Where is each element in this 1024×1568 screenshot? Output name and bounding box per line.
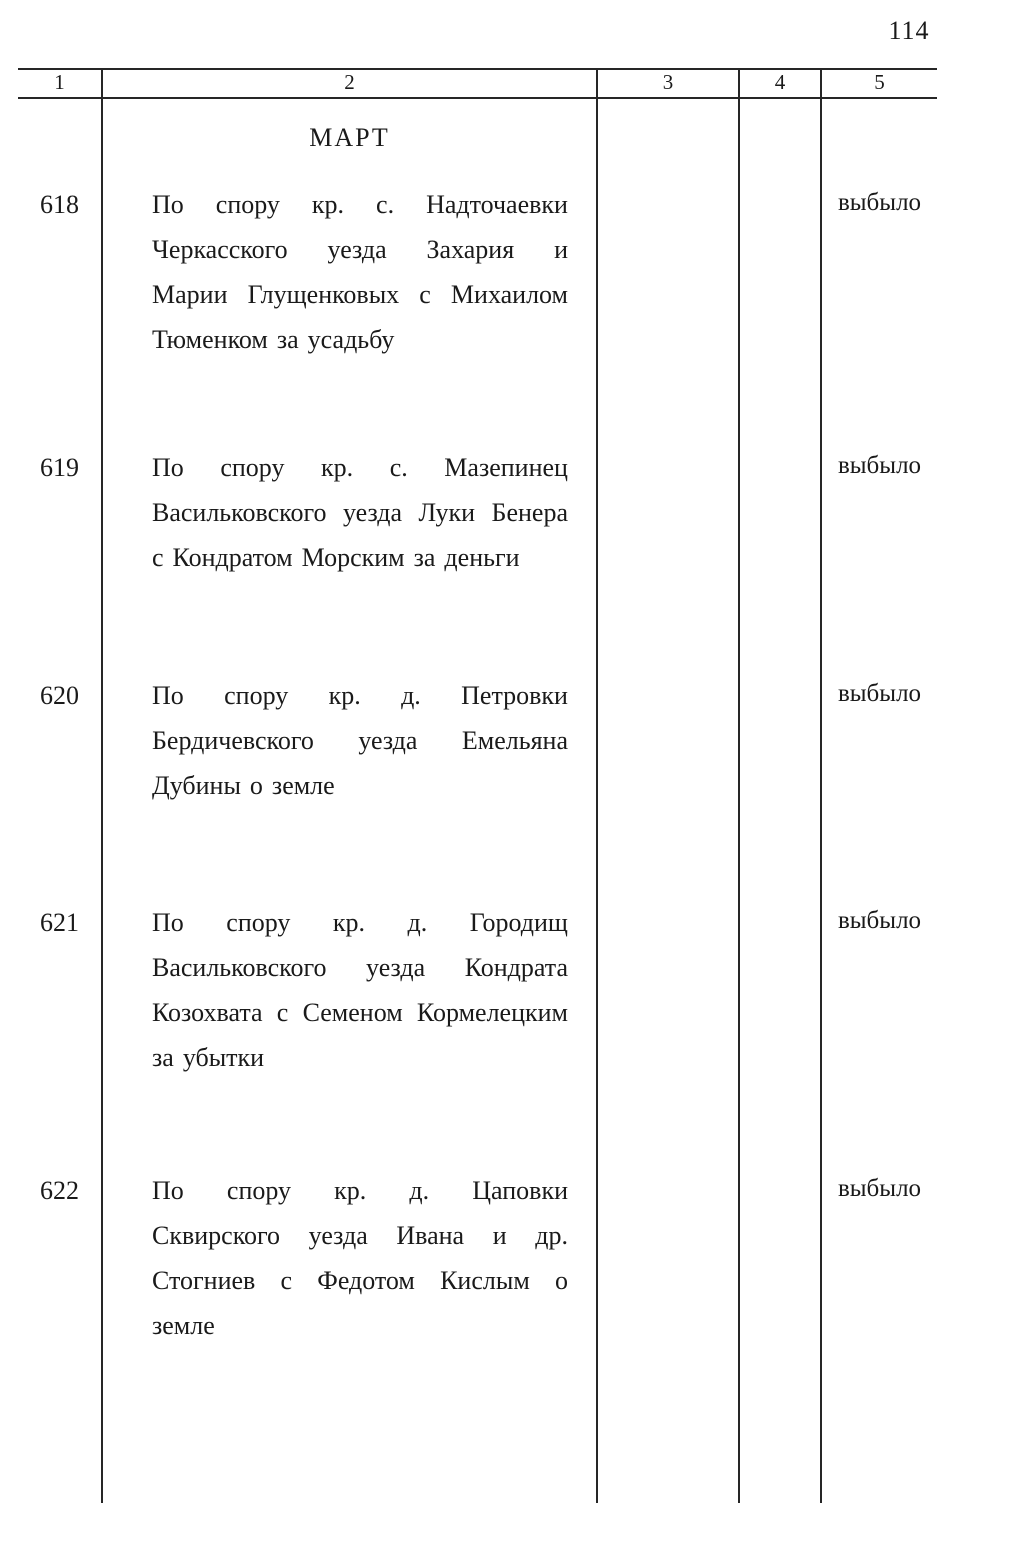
entry-description: По спору кр. с. Мазепинец Васильковского уезда Луки Бенера с Кондратом Морским за деньги — [103, 440, 598, 668]
entry-description: По спору кр. д. Цаповки Сквирского уезда Ивана и др. Стогниев с Федотом Кислым о земле — [103, 1163, 598, 1503]
entry-number: 618 — [18, 177, 103, 440]
page-number: 114 — [888, 16, 930, 45]
column-header-1: 1 — [18, 70, 103, 97]
entry-number: 620 — [18, 668, 103, 895]
entry-description: По спору кр. д. Городищ Васильковского уезда Кондрата Козохвата с Семеном Кормелецким за убытки — [103, 895, 598, 1163]
case-register-table — [18, 68, 937, 1503]
entry-status: выбыло — [837, 189, 922, 216]
column-header-2: 2 — [103, 70, 598, 97]
table-header-row — [18, 68, 937, 99]
entry-number: 621 — [18, 895, 103, 1163]
column-header-4: 4 — [740, 70, 822, 97]
month-header: МАРТ — [103, 99, 598, 177]
table-row — [18, 1163, 937, 1503]
entry-number: 619 — [18, 440, 103, 668]
table-row — [18, 177, 937, 440]
table-row — [18, 895, 937, 1163]
column-header-3: 3 — [598, 70, 740, 97]
entry-status: выбыло — [837, 452, 922, 479]
month-section-row — [18, 99, 937, 177]
entry-status: выбыло — [837, 680, 922, 707]
entry-status: выбыло — [837, 907, 922, 934]
column-header-5: 5 — [874, 70, 885, 94]
entry-number: 622 — [18, 1163, 103, 1503]
entry-description: По спору кр. д. Петровки Бердичевского уезда Емельяна Дубины о земле — [103, 668, 598, 895]
table-row — [18, 440, 937, 668]
entry-status: выбыло — [837, 1175, 922, 1202]
entry-description: По спору кр. с. Надточаевки Черкасского уезда Захария и Марии Глущенковых с Михаилом Тюменком за усадьбу — [103, 177, 598, 440]
table-row — [18, 668, 937, 895]
